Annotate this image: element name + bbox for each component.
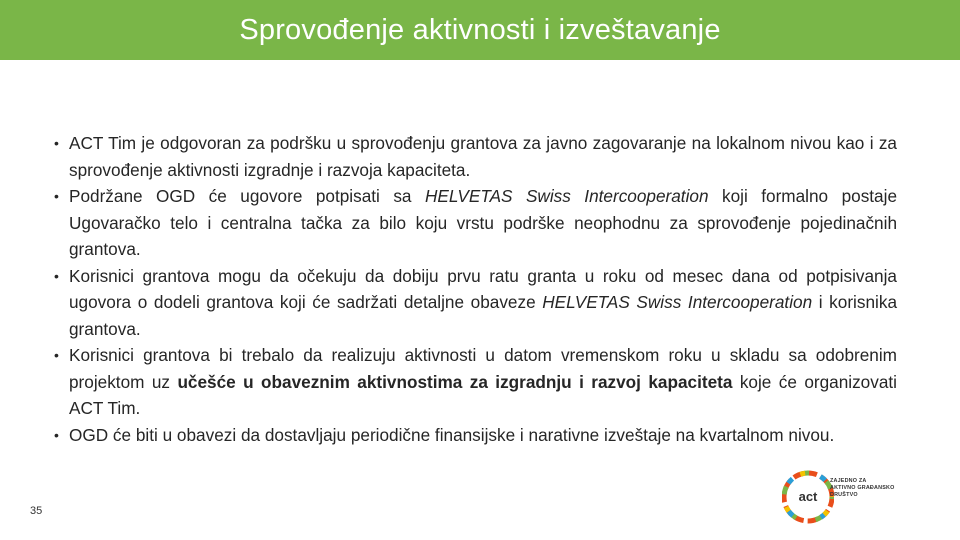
- bullet-item-5: [54, 422, 897, 449]
- page-number: 35: [30, 505, 43, 517]
- bullet-text: Podržane OGD će ugovore potpisati sa: [69, 186, 425, 206]
- logo-mark-text: act: [798, 489, 818, 504]
- act-logo: [782, 468, 922, 526]
- bullet-text: Korisnici grantova mogu da očekuju da dobiju prvu ratu granta u roku od mesec dana od potpisivanja ugovora o dodeli grantova koji će sadržati detaljne obaveze: [69, 265, 897, 312]
- bullet-text: koji formalno postaje Ugovaračko telo i centralna tačka za bilo koju vrstu podrške neophodnu za sprovođenje pojedinačnih grantova.: [69, 186, 897, 259]
- bullet-item-3: [54, 263, 897, 343]
- organization-name: HELVETAS Swiss Intercooperation: [542, 292, 813, 312]
- slide-title: Sprovođenje aktivnosti i izveštavanje: [239, 13, 721, 46]
- emphasis-text: učešće u obaveznim aktivnostima za izgradnju i razvoj kapaciteta: [177, 371, 733, 392]
- bullet-item-4: [54, 342, 897, 422]
- bullet-item-2: [54, 183, 897, 263]
- logo-caption: [830, 478, 920, 498]
- bullet-text: OGD će biti u obavezi da dostavljaju periodične finansijske i narativne izveštaje na kvartalnom nivou.: [69, 424, 835, 445]
- act-logo-icon: [782, 468, 834, 526]
- bullet-text: koje će organizovati ACT Tim.: [69, 371, 897, 418]
- bullet-text: ACT Tim je odgovoran za podršku u sprovođenju grantova za javno zagovaranje na lokalnom nivou kao i za sprovođenje aktivnosti izgradnje i razvoja kapaciteta.: [69, 133, 897, 180]
- bullet-text: Korisnici grantova bi trebalo da realizuju aktivnosti u datom vremenskom roku u skladu sa odobrenim projektom uz: [69, 345, 897, 392]
- bullet-list: [54, 130, 897, 448]
- logo-line-1: ZAJEDNO ZA: [830, 478, 867, 484]
- logo-line-2: AKTIVNO GRAĐANSKO: [830, 484, 895, 491]
- organization-name: HELVETAS Swiss Intercooperation: [424, 186, 709, 206]
- title-bar: [0, 0, 960, 60]
- bullet-text: i korisnika grantova.: [69, 292, 897, 339]
- bullet-item-1: [54, 130, 897, 183]
- logo-line-3: DRUŠTVO: [830, 491, 858, 498]
